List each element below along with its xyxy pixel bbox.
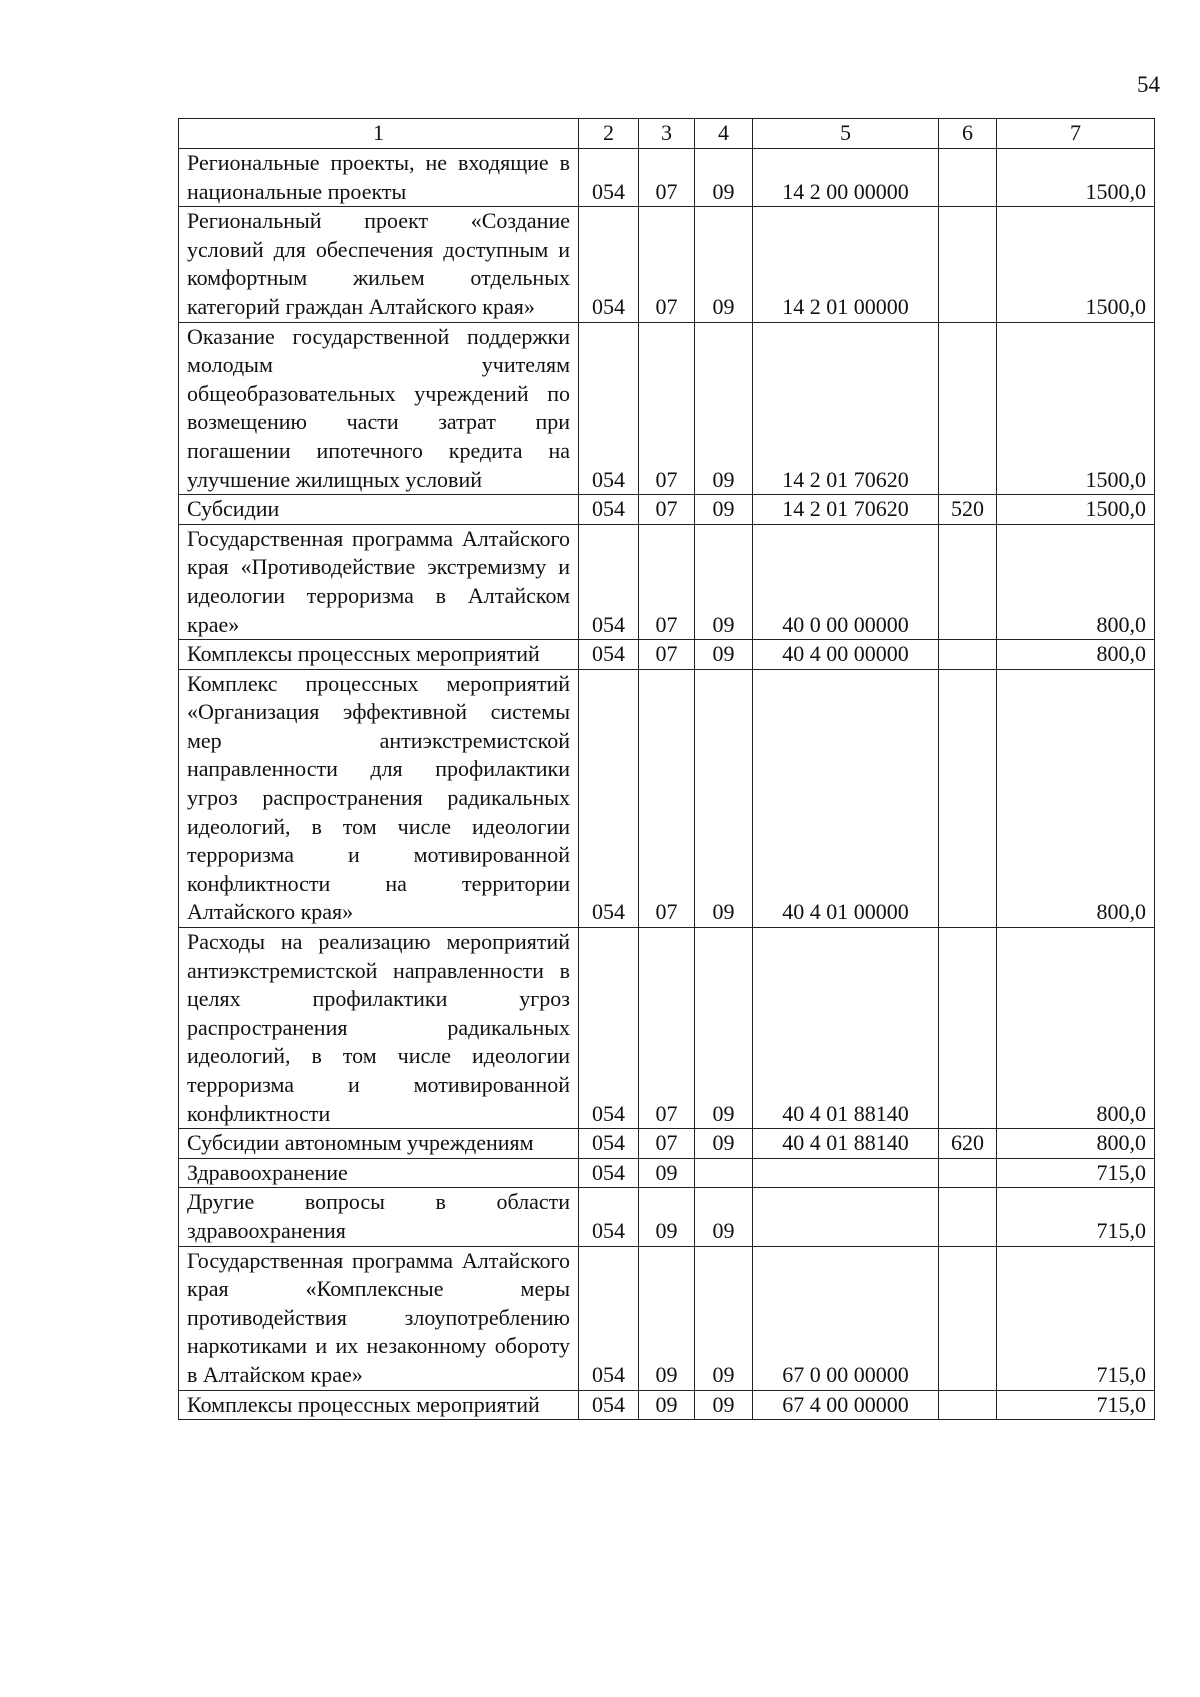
row-subsection: 09 — [695, 669, 753, 927]
row-name: Комплексы процессных мероприятий — [179, 1390, 579, 1420]
row-amount: 800,0 — [997, 669, 1155, 927]
row-section: 07 — [639, 928, 695, 1129]
row-grbs: 054 — [579, 1246, 639, 1390]
row-amount: 1500,0 — [997, 495, 1155, 525]
row-section: 07 — [639, 495, 695, 525]
budget-table — [178, 118, 1155, 1420]
header-cell-expense-type: 6 — [939, 119, 997, 149]
header-cell-name: 1 — [179, 119, 579, 149]
table-row — [179, 928, 1155, 1129]
table-row — [179, 1188, 1155, 1246]
row-amount: 715,0 — [997, 1188, 1155, 1246]
row-subsection: 09 — [695, 640, 753, 670]
row-section: 09 — [639, 1188, 695, 1246]
row-section: 07 — [639, 524, 695, 639]
table-row — [179, 1158, 1155, 1188]
row-grbs: 054 — [579, 1188, 639, 1246]
row-subsection: 09 — [695, 524, 753, 639]
row-subsection: 09 — [695, 928, 753, 1129]
row-target-article: 14 2 01 70620 — [753, 322, 939, 495]
row-name: Субсидии автономным учреждениям — [179, 1129, 579, 1159]
header-cell-subsection: 4 — [695, 119, 753, 149]
row-section: 07 — [639, 322, 695, 495]
row-subsection: 09 — [695, 1129, 753, 1159]
row-subsection: 09 — [695, 207, 753, 322]
table-row — [179, 322, 1155, 495]
row-target-article: 14 2 01 00000 — [753, 207, 939, 322]
page-number: 54 — [1137, 72, 1160, 97]
header-cell-grbs: 2 — [579, 119, 639, 149]
row-name: Субсидии — [179, 495, 579, 525]
table-row — [179, 524, 1155, 639]
row-target-article — [753, 1158, 939, 1188]
row-section: 07 — [639, 669, 695, 927]
row-section: 07 — [639, 207, 695, 322]
row-name: Расходы на реализацию мероприятий антиэкстремистской направленности в целях профилактики угроз распространения радикальных идеологий, в том числе идеологии терроризма и мотивированной конфликтности — [179, 928, 579, 1129]
row-name: Комплекс процессных мероприятий «Организация эффективной системы мер антиэкстремистской направленности для профилактики угроз распространения радикальных идеологий, в том числе идеологии терроризма и мотивированной конфликтности на территории Алтайского края» — [179, 669, 579, 927]
row-grbs: 054 — [579, 149, 639, 207]
row-section: 07 — [639, 1129, 695, 1159]
row-target-article: 40 4 01 88140 — [753, 1129, 939, 1159]
row-name: Комплексы процессных мероприятий — [179, 640, 579, 670]
row-target-article: 40 4 00 00000 — [753, 640, 939, 670]
row-section: 09 — [639, 1390, 695, 1420]
row-grbs: 054 — [579, 1158, 639, 1188]
row-subsection: 09 — [695, 1246, 753, 1390]
row-subsection: 09 — [695, 322, 753, 495]
row-name: Государственная программа Алтайского края «Противодействие экстремизму и идеологии терроризма в Алтайском крае» — [179, 524, 579, 639]
row-expense-type — [939, 149, 997, 207]
row-grbs: 054 — [579, 495, 639, 525]
row-subsection: 09 — [695, 1188, 753, 1246]
row-grbs: 054 — [579, 207, 639, 322]
row-subsection: 09 — [695, 149, 753, 207]
row-section: 09 — [639, 1246, 695, 1390]
row-section: 07 — [639, 149, 695, 207]
table-row — [179, 1390, 1155, 1420]
table-row — [179, 669, 1155, 927]
table-row — [179, 1246, 1155, 1390]
row-subsection: 09 — [695, 1390, 753, 1420]
row-expense-type — [939, 322, 997, 495]
row-expense-type — [939, 1390, 997, 1420]
row-section: 07 — [639, 640, 695, 670]
table-row — [179, 1129, 1155, 1159]
row-expense-type — [939, 928, 997, 1129]
header-cell-amount: 7 — [997, 119, 1155, 149]
row-expense-type: 520 — [939, 495, 997, 525]
row-expense-type — [939, 207, 997, 322]
row-amount: 1500,0 — [997, 149, 1155, 207]
table-row — [179, 207, 1155, 322]
row-section: 09 — [639, 1158, 695, 1188]
row-target-article: 67 0 00 00000 — [753, 1246, 939, 1390]
header-cell-target-article: 5 — [753, 119, 939, 149]
row-grbs: 054 — [579, 640, 639, 670]
row-amount: 1500,0 — [997, 207, 1155, 322]
header-cell-section: 3 — [639, 119, 695, 149]
row-subsection — [695, 1158, 753, 1188]
row-amount: 800,0 — [997, 524, 1155, 639]
table-header-row — [179, 119, 1155, 149]
row-name: Государственная программа Алтайского края «Комплексные меры противодействия злоупотреблению наркотиками и их незаконному обороту в Алтайском крае» — [179, 1246, 579, 1390]
row-target-article — [753, 1188, 939, 1246]
row-name: Другие вопросы в области здравоохранения — [179, 1188, 579, 1246]
row-expense-type — [939, 1158, 997, 1188]
table-row — [179, 640, 1155, 670]
row-grbs: 054 — [579, 1390, 639, 1420]
row-grbs: 054 — [579, 1129, 639, 1159]
row-target-article: 40 4 01 00000 — [753, 669, 939, 927]
row-amount: 800,0 — [997, 1129, 1155, 1159]
row-amount: 800,0 — [997, 928, 1155, 1129]
row-name: Здравоохранение — [179, 1158, 579, 1188]
table-row — [179, 495, 1155, 525]
row-expense-type — [939, 524, 997, 639]
row-target-article: 67 4 00 00000 — [753, 1390, 939, 1420]
row-amount: 800,0 — [997, 640, 1155, 670]
row-expense-type — [939, 669, 997, 927]
row-target-article: 40 4 01 88140 — [753, 928, 939, 1129]
row-name: Региональные проекты, не входящие в национальные проекты — [179, 149, 579, 207]
row-grbs: 054 — [579, 669, 639, 927]
row-amount: 715,0 — [997, 1390, 1155, 1420]
row-grbs: 054 — [579, 524, 639, 639]
row-name: Оказание государственной поддержки молодым учителям общеобразовательных учреждений по возмещению части затрат при погашении ипотечного кредита на улучшение жилищных условий — [179, 322, 579, 495]
row-subsection: 09 — [695, 495, 753, 525]
row-target-article: 14 2 01 70620 — [753, 495, 939, 525]
row-grbs: 054 — [579, 322, 639, 495]
row-name: Региональный проект «Создание условий для обеспечения доступным и комфортным жильем отдельных категорий граждан Алтайского края» — [179, 207, 579, 322]
row-target-article: 40 0 00 00000 — [753, 524, 939, 639]
row-amount: 715,0 — [997, 1246, 1155, 1390]
row-expense-type — [939, 640, 997, 670]
row-grbs: 054 — [579, 928, 639, 1129]
row-expense-type — [939, 1188, 997, 1246]
row-amount: 715,0 — [997, 1158, 1155, 1188]
row-amount: 1500,0 — [997, 322, 1155, 495]
table-row — [179, 149, 1155, 207]
row-expense-type: 620 — [939, 1129, 997, 1159]
row-target-article: 14 2 00 00000 — [753, 149, 939, 207]
row-expense-type — [939, 1246, 997, 1390]
